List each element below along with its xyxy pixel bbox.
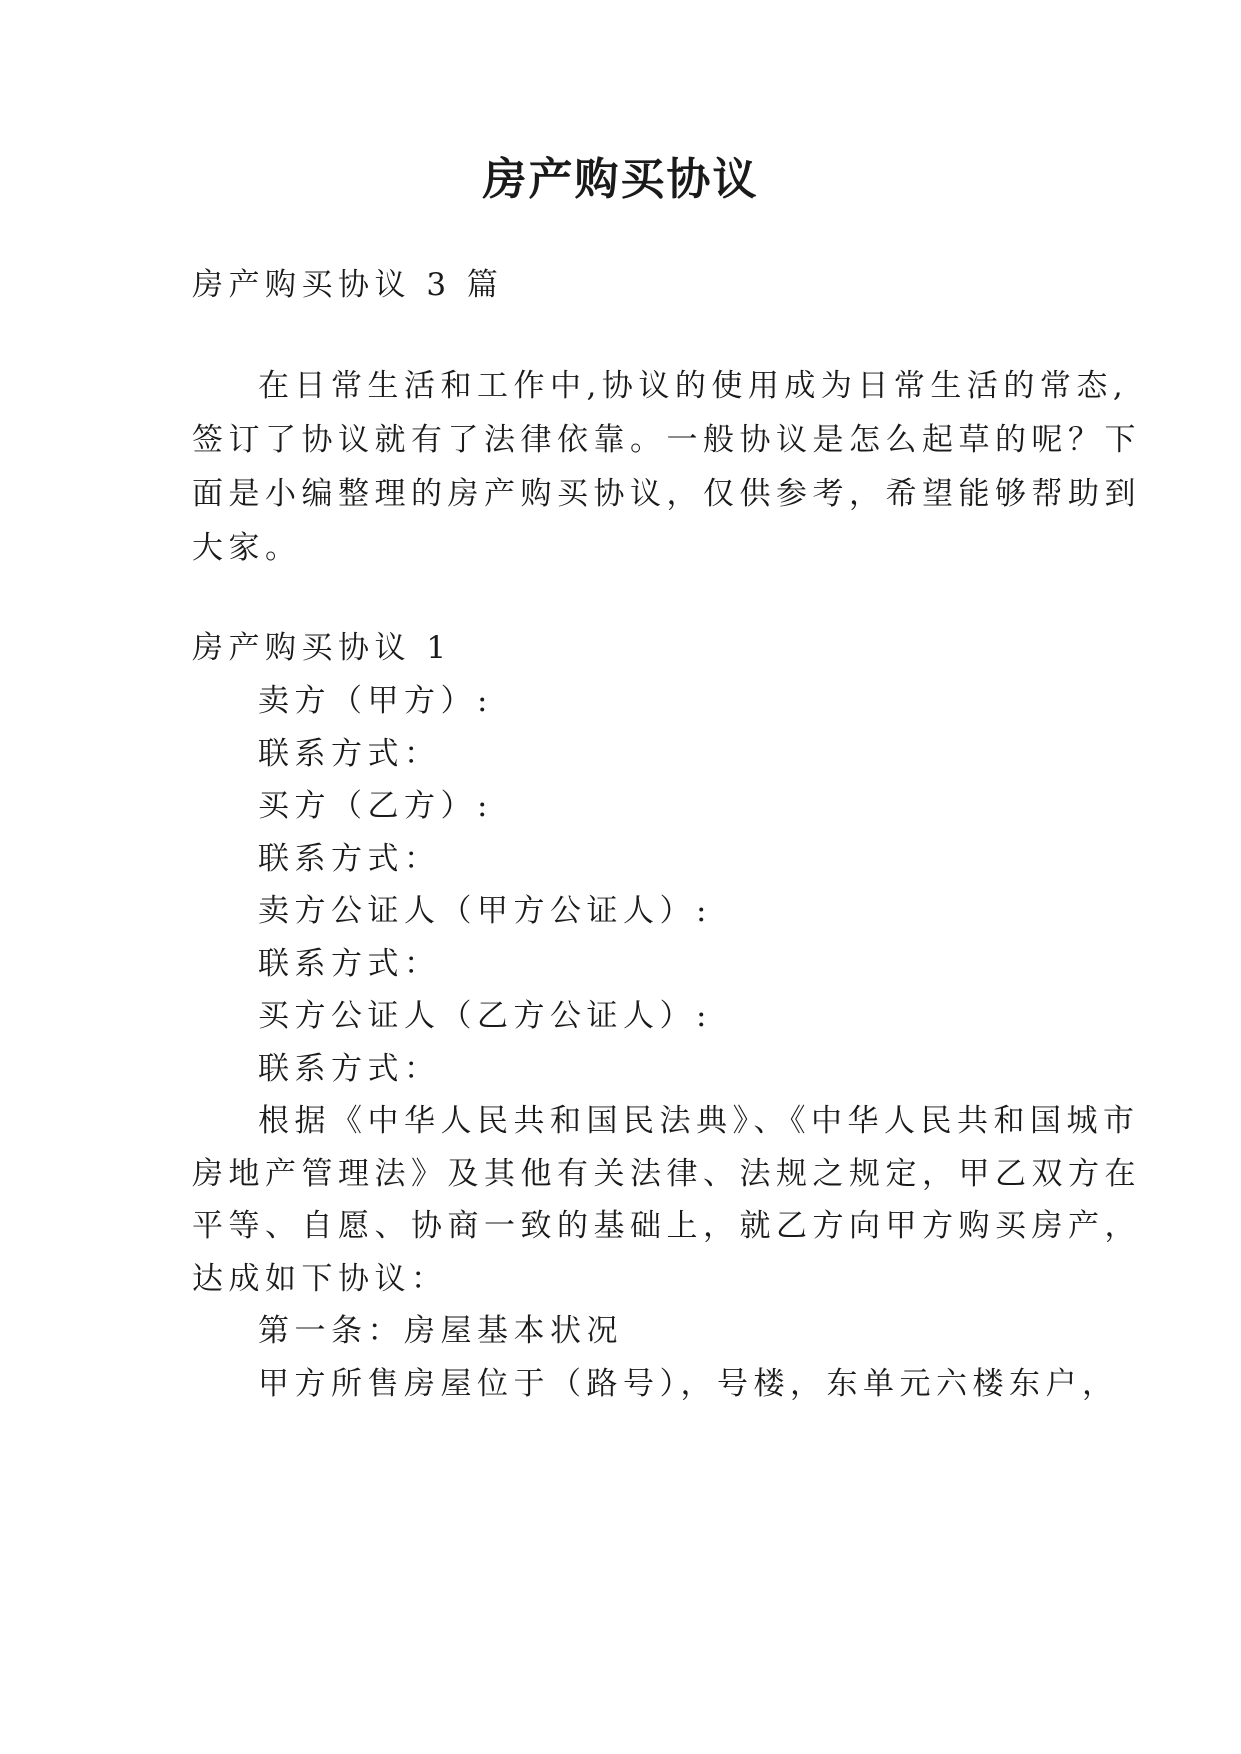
party-buyer-notary: 买方公证人（乙方公证人）:: [258, 998, 712, 1034]
intro-line-1: 在日常生活和工作中,协议的使用成为日常生活的常态,: [258, 368, 1129, 404]
basis-line-2: 房地产管理法》及其他有关法律、法规之规定，甲乙双方在: [192, 1156, 1141, 1192]
basis-line-1: 根据《中华人民共和国民法典》、《中华人民共和国城市: [258, 1103, 1140, 1139]
intro-line-4: 大家。: [192, 530, 302, 566]
party-seller-contact: 联系方式：: [258, 736, 441, 772]
basis-line-4: 达成如下协议：: [192, 1261, 448, 1297]
basis-line-3: 平等、自愿、协商一致的基础上，就乙方向甲方购买房产，: [192, 1208, 1141, 1244]
party-buyer-contact: 联系方式：: [258, 841, 441, 877]
party-seller: 卖方（甲方）:: [258, 683, 493, 719]
document-title: 房产购买协议: [482, 154, 759, 205]
party-buyer-notary-contact: 联系方式：: [258, 1051, 441, 1087]
intro-line-2: 签订了协议就有了法律依靠。一般协议是怎么起草的呢？下: [192, 422, 1141, 458]
party-buyer: 买方（乙方）:: [258, 788, 493, 824]
party-seller-notary-contact: 联系方式：: [258, 946, 441, 982]
party-seller-notary: 卖方公证人（甲方公证人）:: [258, 893, 712, 929]
document-subtitle: 房产购买协议 3 篇: [192, 267, 504, 303]
intro-line-3: 面是小编整理的房产购买协议，仅供参考，希望能够帮助到: [192, 476, 1141, 512]
section-heading: 房产购买协议 1: [192, 630, 452, 666]
article-1-heading: 第一条：房屋基本状况: [258, 1313, 623, 1349]
article-1-text: 甲方所售房屋位于（路号），号楼，东单元六楼东户，: [258, 1366, 1119, 1402]
